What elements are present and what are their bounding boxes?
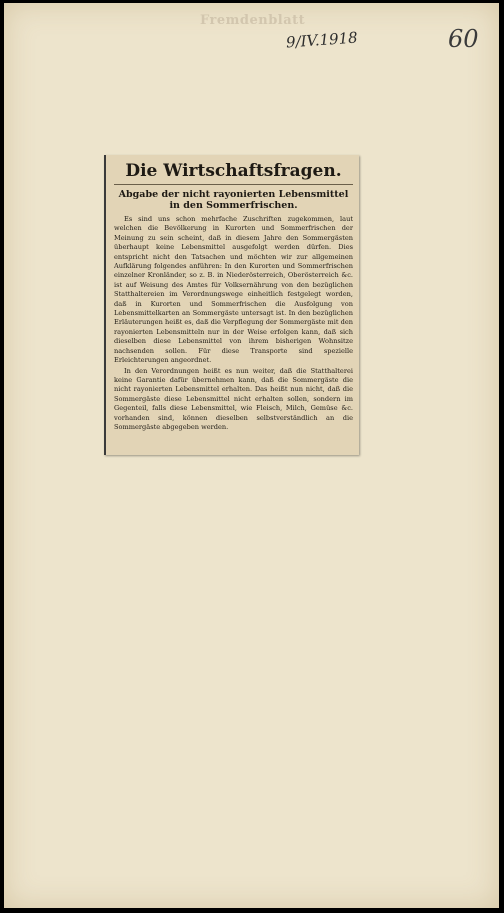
- newspaper-masthead: Fremdenblatt: [200, 13, 306, 28]
- article-subheadline: Abgabe der nicht rayonierten Lebensmittel in den Sommerfrischen.: [118, 189, 349, 211]
- article-headline: Die Wirtschaftsfragen.: [114, 161, 353, 185]
- handwritten-date: 9/IV.1918: [285, 28, 359, 52]
- article-paragraph-2: In den Verordnungen heißt es nun weiter, daß die Statthalterei keine Garantie dafür übernehmen kann, daß die Sommergäste die nicht rayonierten Lebensmittel erhalten. Das heißt nun nicht, daß die Sommergäste diese Lebensmittel nicht erhalten sollen, sondern im Gegenteil, falls diese Lebensmittel, wie Fleisch, Milch, Gemüse &c. vorhanden sind, können dieselben selbstverständlich an die Sommergäste abgegeben werden.: [114, 366, 353, 431]
- page-number: 60: [448, 25, 479, 53]
- newspaper-clipping: [104, 155, 359, 455]
- archive-sheet: [4, 3, 499, 908]
- article-paragraph-1: Es sind uns schon mehrfache Zuschriften zugekommen, laut welchen die Bevölkerung in Kurorten und Sommerfrischen der Meinung zu sein scheint, daß in diesem Jahre den Sommergästen überhaupt keine Lebensmittel ausgefolgt werden dürfen. Dies entspricht nicht den Tatsachen und möchten wir zur allgemeinen Aufklärung folgendes anführen: In den Kurorten und Sommerfrischen einzelner Kronländer, so z. B. in Niederösterreich, Oberösterreich &c. ist auf Weisung des Amtes für Volksernährung von den bezüglichen Statthaltereien im Verordnungswege einheitlich festgelegt worden, daß in Kurorten und Sommerfrischen die Ausfolgung von Lebensmittelkarten an Sommergäste untersagt ist. In den bezüglichen Erläuterungen heißt es, daß die Verpflegung der Sommergäste mit den rayonierten Lebensmitteln nur in der Weise erfolgen kann, daß sich dieselben diese Lebensmittel von ihrem bisherigen Wohnsitze nachsenden sollen. Für diese Transporte sind spezielle Erleichterungen angeordnet.: [114, 215, 353, 365]
